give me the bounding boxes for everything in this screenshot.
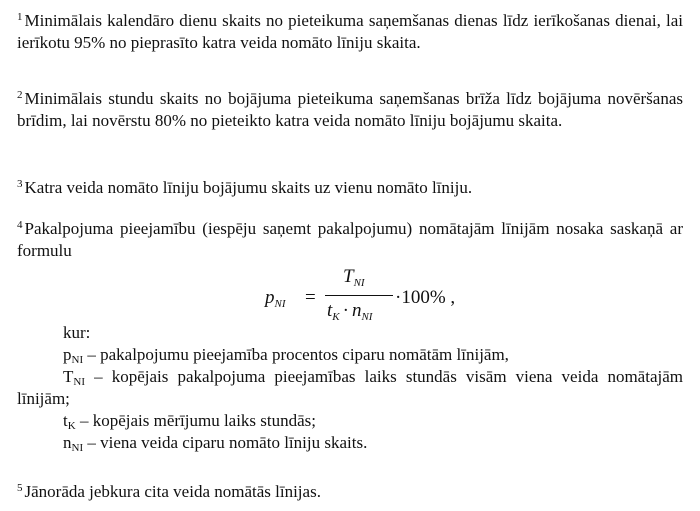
where-item-t: $t_K$ – kopējais mērījumu laiks stundās; [63, 411, 317, 432]
formula-numerator: $T_{NI}$ [343, 266, 365, 289]
footnote-2 [17, 88, 683, 132]
footnote-5 [17, 481, 683, 503]
fraction-bar [325, 295, 393, 296]
formula-lhs: $p_{NI}$ [265, 287, 286, 310]
formula-equals: = [305, 287, 316, 308]
footnote-text: Jānorāda jebkura cita veida nomātās līnijas. [24, 482, 321, 501]
footnote-4 [17, 218, 683, 262]
availability-formula [265, 266, 485, 328]
footnote-marker: 5 [17, 482, 23, 494]
footnote-text: Minimālais kalendāro dienu skaits no pieteikuma saņemšanas dienas līdz ierīkošanas dienai, lai ierīkotu 95% no pieprasīto katra veida nomāto līniju skaita. [17, 11, 683, 52]
where-intro: kur: [63, 323, 91, 342]
footnote-3 [17, 177, 683, 199]
footnote-text: Pakalpojuma pieejamību (iespēju saņemt pakalpojumu) nomātajām līnijām nosaka saskaņā ar formulu [17, 219, 683, 260]
footnote-marker: 2 [17, 89, 23, 101]
footnote-marker: 4 [17, 219, 23, 231]
formula-denominator: $t_K \cdot n_{NI}$ [327, 300, 373, 323]
footnote-marker: 3 [17, 178, 23, 190]
footnote-text: Minimālais stundu skaits no bojājuma pieteikuma saņemšanas brīža līdz bojājuma novēršanas brīdim, lai novērstu 80% no pieteikto katra veida nomāto līniju bojājumu skaita. [17, 89, 683, 130]
footnote-marker: 1 [17, 11, 23, 23]
footnote-text: Katra veida nomāto līniju bojājumu skaits uz vienu nomāto līniju. [24, 178, 473, 197]
where-item-n: $n_{NI}$ – viena veida ciparu nomāto līniju skaits. [63, 433, 368, 454]
where-item-T: $T_{NI}$ – kopējais pakalpojuma pieejamības laiks stundās visām viena veida nomātajām līnijām; [17, 367, 683, 408]
formula-rhs: ·100% , [395, 287, 456, 308]
where-item-p: $p_{NI}$ – pakalpojumu pieejamība procentos ciparu nomātām līnijām, [63, 345, 509, 366]
footnote-1 [17, 10, 683, 54]
